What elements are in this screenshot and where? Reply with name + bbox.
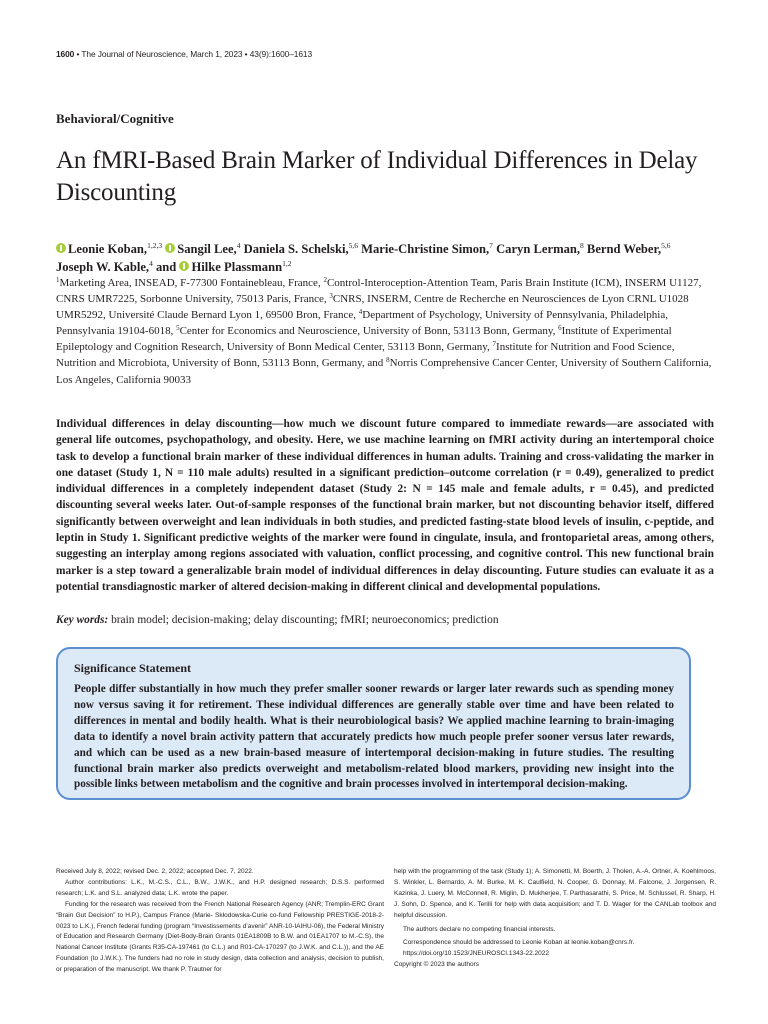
affiliation-marker: 5,6 xyxy=(661,241,671,250)
keywords-label: Key words: xyxy=(56,614,109,626)
running-head xyxy=(56,49,716,59)
author-name: Joseph W. Kable,$^4$ xyxy=(56,259,153,274)
footnotes-right xyxy=(394,867,716,971)
author-name: Marie-Christine Simon,$^7$ xyxy=(361,241,493,256)
page-number: 1600 xyxy=(56,49,75,59)
affiliation-number: 1 xyxy=(56,276,60,284)
orcid-icon[interactable] xyxy=(56,243,66,253)
affiliation-text: CNRS, INSERM, Centre de Recherche en Neurosciences de Lyon CRNL U1028 UMR5292, Université Claude Bernard Lyon 1, 69500 Bron, France, xyxy=(56,293,689,322)
doi-link[interactable]: https://doi.org/10.1523/JNEUROSCI.1343-22.2022 xyxy=(403,950,549,958)
affiliation-number: 8 xyxy=(386,356,390,365)
received-dates: Received July 8, 2022; revised Dec. 2, 2022; accepted Dec. 7, 2022. xyxy=(56,868,254,875)
author-name: Daniela S. Schelski,$^{5,6}$ xyxy=(243,241,358,256)
abstract: Individual differences in delay discounting—how much we discount future compared to immediate rewards—are associated with general life outcomes, psychopathology, and obesity. Here, we use machine learning on fMRI activity during an intertemporal choice task to develop a functional brain marker of these individual differences in human adults. Training and cross-validating the marker in one dataset (Study 1, N = 110 male adults) resulted in a significant prediction–outcome correlation (r = 0.49), generalized to predict individual differences in a completely independent dataset (Study 2: N = 145 male and female adults, r = 0.45), and predicted discounting several weeks later. Out-of-sample responses of the functional brain marker, but not discounting behavior itself, differed significantly between overweight and lean individuals in both studies, and predicted fasting-state blood levels of insulin, c-peptide, and leptin in Study 1. Significant predictive weights of the marker were found in cingulate, insula, and frontoparietal areas, among others, suggesting an interplay among regions associated with valuation, conflict processing, and cognitive control. This new functional brain marker is a step toward a generalizable brain model of individual differences in delay discounting. Future studies can evaluate it as a potential transdiagnostic marker of altered decision-making in different clinical and developmental populations. xyxy=(56,418,714,593)
copyright: Copyright © 2023 the authors xyxy=(394,961,480,969)
journal-citation: • The Journal of Neuroscience, March 1, 2023 • 43(9):1600–1613 xyxy=(74,49,313,59)
author-conjunction: and xyxy=(156,260,177,274)
article-title: An fMRI-Based Brain Marker of Individual Differences in Delay Discounting xyxy=(56,147,698,206)
author-contributions: Author contributions: L.K., M.-C.S., C.L., B.W., J.W.K., and H.P. designed research; D.S.S. performed research; L.K. and S.L. analyzed data; L.K. wrote the paper. xyxy=(56,878,384,897)
affiliation-number: 3 xyxy=(329,292,333,301)
affiliation-text: Center for Economics and Neuroscience, University of Bonn, 53113 Bonn, Germany, xyxy=(179,325,559,338)
affiliation-number: 2 xyxy=(323,276,327,284)
orcid-icon[interactable] xyxy=(165,243,175,253)
affiliation-text: Marketing Area, INSEAD, F-77300 Fontainebleau, France, xyxy=(59,277,324,289)
significance-body: People differ substantially in how much they prefer smaller sooner rewards or larger later rewards such as spending money now versus saving it for retirement. These individual differences are generally stable over time and have been related to differences in mental and bodily health. What is their neurobiological basis? We applied machine learning to brain-imaging data to identify a novel brain activity pattern that accurately predicts how much people prefer sooner versus later rewards, and which can be used as a new brain-based measure of intertemporal decision-making in future studies. The resulting functional brain marker also predicts overweight and metabolism-related blood markers, providing new insight into the possible links between metabolism and the cognitive and brain processes involved in intertemporal decision-making. xyxy=(74,683,674,791)
author-list xyxy=(56,240,736,276)
affiliation-text: Control-Interoception-Attention Team, Paris Brain Institute (ICM), INSERM U1127, CNRS UMR7225, Sorbonne University, 75013 Paris, France, xyxy=(56,277,702,306)
affiliations xyxy=(56,275,716,388)
keywords-text: brain model; decision-making; delay discounting; fMRI; neuroeconomics; prediction xyxy=(108,614,499,626)
correspondence: Correspondence should be addressed to Leonie Koban at leonie.koban@cnrs.fr. xyxy=(403,939,635,947)
author-name: Leonie Koban,$^{1,2,3}$ xyxy=(56,242,162,256)
author-name: Caryn Lerman,$^8$ xyxy=(496,241,584,256)
affiliation-number: 7 xyxy=(492,340,497,349)
affiliation-number: 4 xyxy=(358,308,363,317)
affiliation-text: Institute for Nutrition and Food Science, Nutrition and Microbiota, University of Bonn, 53113 Bonn, Germany, and xyxy=(56,341,675,370)
author-name: Sangil Lee,$^4$ xyxy=(165,242,240,256)
affiliation-marker: 5,6 xyxy=(348,241,358,250)
affiliation-number: 6 xyxy=(558,324,562,333)
affiliation-number: 5 xyxy=(176,324,180,333)
affiliation-marker: 4 xyxy=(236,241,241,250)
affiliation-marker: 1,2,3 xyxy=(147,241,163,250)
affiliation-text: Institute of Experimental Epileptology and Cognition Research, University of Bonn Medical Center, 53113 Bonn, Germany, xyxy=(56,325,672,354)
orcid-icon[interactable] xyxy=(179,261,189,271)
significance-statement-box xyxy=(56,647,691,800)
significance-title: Significance Statement xyxy=(74,661,191,675)
affiliation-marker: 7 xyxy=(489,241,493,250)
affiliation-marker: 1,2 xyxy=(282,259,292,268)
affiliation-marker: 8 xyxy=(580,241,584,250)
affiliation-text: Department of Psychology, University of Pennsylvania, Philadelphia, Pennsylvania 19104-6018, xyxy=(56,309,668,338)
author-name: Hilke Plassmann$^{1,2}$ xyxy=(179,260,291,274)
competing-interests: The authors declare no competing financial interests. xyxy=(403,925,556,933)
affiliation-text: Norris Comprehensive Cancer Center, University of Southern California, Los Angeles, California 90033 xyxy=(56,357,712,386)
author-name: Bernd Weber,$^{5,6}$ xyxy=(586,241,671,256)
section-label: Behavioral/Cognitive xyxy=(56,111,174,126)
footnotes-left xyxy=(56,867,384,976)
affiliation-marker: 4 xyxy=(149,259,153,268)
funding-statement: Funding for the research was received from the French National Research Agency (ANR; Tremplin-ERC Grant “Brain Gut Decision” to H.P.), Campus France (Marie- Skłodowska-Curie co-fund Fellowship PRESTIGE-2018-2-0023 to L.K.), French federal funding (program “Investissements d’avenir” ANR-10-IAIHU-06), the Federal Ministry of Education and Research Germany (Diet-Body-Brain Grants 01EA1809B to B.W. and 01EA1707 to M.-C.S), the National Cancer Institute (Grants R35-CA-197461 (to C.L.) and R01-CA-170297 (to J.W.K. and C.L.)), and the AE Foundation (to J.W.K.). The funders had no role in study design, data collection and analysis, decision to publish, or preparation of the manuscript. We thank P. Trautner for xyxy=(56,900,384,974)
keywords xyxy=(56,614,716,626)
acknowledgments: help with the programming of the task (Study 1); A. Simonetti, M. Boerth, J. Tholen, A.-A. Ortner, A. Koehlmoos, S. Winkler, L. Bernardo, A. M. Burke, M. K. Caulfield, N. Cooper, G. Donnay, M. Falcone, J. Jorgensen, R. Kazinka, J. Luery, M. McConnell, R. Miglin, D. Mukherjee, T. Parthasarathi, S. Price, M. Schlussel, R. Sharp, H. J. Sohn, D. Spence, and K. Terilli for help with data acquisition; and T. D. Wager for the CANLab toolbox and helpful discussion. xyxy=(394,868,716,919)
